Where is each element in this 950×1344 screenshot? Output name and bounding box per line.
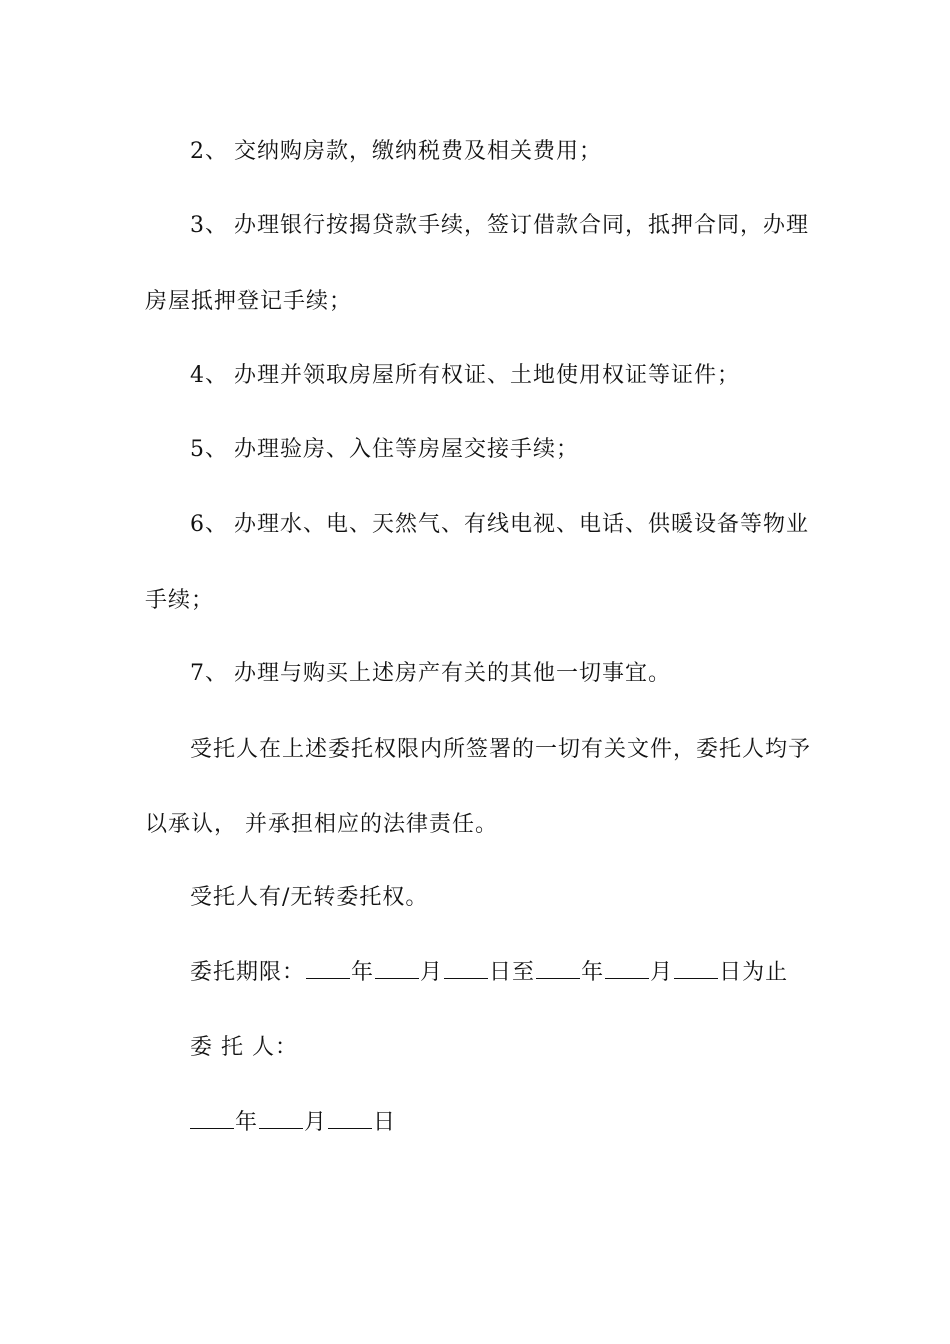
term-start-year-blank	[306, 960, 350, 979]
acceptance-continuation: 以承认， 并承担相应的法律责任。	[145, 812, 498, 837]
term-year-label: 年	[351, 960, 375, 985]
term-end-month-blank	[605, 960, 649, 979]
item-text: 交纳购房款，缴纳税费及相关费用；	[234, 139, 603, 164]
term-end-day-blank	[674, 960, 718, 979]
item-3	[190, 211, 809, 241]
term-day-label: 日为止	[719, 960, 789, 985]
item-number: 2、	[190, 139, 228, 164]
item-5	[190, 435, 579, 465]
item-text: 办理水、电、天然气、有线电视、电话、供暖设备等物业	[234, 512, 810, 537]
term-start-month-blank	[375, 960, 419, 979]
term-end-year-blank	[536, 960, 580, 979]
item-text: 办理并领取房屋所有权证、土地使用权证等证件；	[234, 363, 741, 388]
item-number: 7、	[190, 661, 228, 686]
item-4	[190, 361, 740, 391]
date-year-blank	[190, 1110, 234, 1129]
item-6	[190, 510, 809, 540]
date-month-blank	[259, 1110, 303, 1129]
term-label: 委托期限：	[190, 960, 306, 985]
date-month-label: 月	[304, 1110, 328, 1135]
term-month-label: 月	[420, 960, 444, 985]
term-month-label: 月	[650, 960, 674, 985]
date-day-label: 日	[373, 1110, 397, 1135]
item-number: 6、	[190, 512, 228, 537]
item-2	[190, 137, 602, 167]
item-text: 办理验房、入住等房屋交接手续；	[234, 437, 580, 462]
date-year-label: 年	[235, 1110, 259, 1135]
term-day-label: 日至	[489, 960, 536, 985]
term-year-label: 年	[581, 960, 605, 985]
item-7	[190, 659, 671, 689]
item-number: 5、	[190, 437, 228, 462]
signature-date-line	[190, 1108, 396, 1138]
item-number: 4、	[190, 363, 228, 388]
term-line	[190, 958, 788, 988]
term-start-day-blank	[444, 960, 488, 979]
item-text: 办理与购买上述房产有关的其他一切事宜。	[234, 661, 672, 686]
acceptance-paragraph: 受托人在上述委托权限内所签署的一切有关文件，委托人均予	[190, 737, 812, 762]
item-number: 3、	[190, 213, 228, 238]
item-3-continuation: 房屋抵押登记手续；	[145, 289, 353, 314]
item-text: 办理银行按揭贷款手续，签订借款合同，抵押合同，办理	[234, 213, 810, 238]
transfer-statement: 受托人有/无转委托权。	[190, 885, 429, 910]
item-6-continuation: 手续；	[145, 588, 215, 613]
date-day-blank	[328, 1110, 372, 1129]
principal-signature-label: 委 托 人：	[190, 1035, 298, 1060]
